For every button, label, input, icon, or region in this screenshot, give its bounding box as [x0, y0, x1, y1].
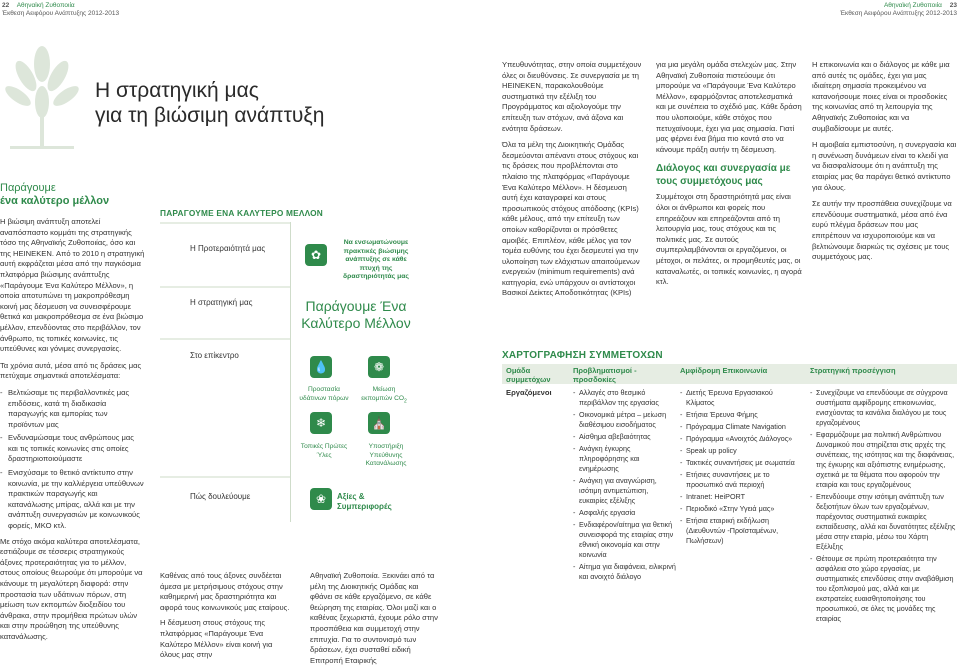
list-item: - Επενδύουμε στην ισότιμη ανάπτυξη των δεξιοτήτων όλων των εργαζομένων, παρέχοντας συστηματικά ευκαιρίες εκπαίδευσης, αλλά και δυνατότητες εξέλιξης μέσα στην εταιρία, μέσω του Χάρτη Εξέλιξης: [810, 492, 957, 552]
list-item: - Ενδιαφέρον/αίτημα για θετική συνεισφορά της εταιρίας στην εθνική οικονομία και στην κοινωνία: [573, 520, 677, 560]
report-title-right: Έκθεση Αειφόρου Ανάπτυξης 2012-2013: [839, 10, 957, 17]
bottom-paragraph-1: Καθένας από τους άξονες συνδέεται άμεσα με μετρήσιμους στόχους στην καθημερινή μας δραστηριότητα και αφορά τους κοινωνικούς μας εταίρους.: [160, 571, 290, 612]
page-number-left: 22: [2, 2, 10, 9]
values-line-2: Συμπεριφορές: [337, 502, 392, 511]
row-label-how: Πώς δουλεύουμε: [190, 492, 251, 501]
title-line-2: για τη βιώσιμη ανάπτυξη: [95, 104, 325, 127]
center-line-1: Παράγουμε Ένα: [305, 298, 407, 314]
results-intro: Τα χρόνια αυτά, μέσα από τις δράσεις μας πετύχαμε σημαντικά αποτελέσματα:: [0, 360, 142, 381]
brand-left: Αθηναϊκή Ζυθοποιία: [16, 2, 75, 9]
dialogue-heading-line-2: τους συμμετόχους μας: [656, 175, 763, 187]
right-page-header: [840, 2, 957, 18]
list-item: - Συνεχίζουμε να επενδύουμε σε σύγχρονα συστήματα αμφίδρομης επικοινωνίας, ενισχύοντας τα κανάλια διαλόγου με τους εργαζομένους: [810, 388, 957, 428]
list-item: - Ενδυναμώσαμε τους ανθρώπους μας και τις τοπικές κοινωνίες στις οποίες δραστηριοποιούμαστε: [0, 433, 145, 465]
table-header-cell: Ομάδα συμμετόχων: [506, 366, 551, 384]
title-line-1: Η στρατηγική μας: [95, 79, 259, 102]
diagram-top-text: Να ενσωματώνουμε πρακτικές βιώσιμης ανάπτυξης σε κάθε πτυχή της δραστηριότητάς μας: [343, 239, 409, 280]
strategy-list: [810, 388, 957, 626]
diagram-heading: ΠΑΡΑΓΟΥΜΕ ΕΝΑ ΚΑΛΥΤΕΡΟ ΜΕΛΛΟΝ: [160, 208, 323, 218]
list-item: - Τακτικές συναντήσεις με σωματεία: [680, 458, 800, 468]
list-item: - Αίσθημα αβεβαιότητας: [573, 432, 677, 442]
list-item: - Διετής Έρευνα Εργασιακού Κλίματος: [680, 388, 800, 408]
right-column-1: [502, 60, 642, 299]
intro-paragraph: Η βιώσιμη ανάπτυξη αποτελεί αναπόσπαστο κομμάτι της στρατηγικής τόσο της Αθηναϊκής Ζυθοποιίας, όσο και της HEINEKEN. Από το 2010 η στρατηγική αυτή εκφράζεται μέσα από την παγκόσμια πλατφόρμα βιώσιμης ανάπτυξης «Παράγουμε Ένα Καλύτερο Μέλλον», η οποία αποτυπώνει τη μακροπρόθεσμη κοινή μας δέσμευση να συνεισφέρουμε θετικά και μακροπρόθεσμα σε ένα βιώσιμο μέλλον, επενδύοντας στο περιβάλλον, τον άνθρωπο, τις τοπικές κοινωνίες, τις υπεύθυνες και γόνιμες συνεργασίες.: [0, 217, 145, 354]
list-item: - Αίτημα για διαφάνεια, ειλικρινή και ανοιχτό διάλογο: [573, 562, 677, 582]
paragraph: Υπευθυνότητας, στην οποία συμμετέχουν όλες οι διευθύνσεις. Σε συνεργασία με τη HEINEKEN, παρακολουθούμε συστηματικά την εξέλιξη του Προγράμματος και αξιολογούμε την επίτευξη των στόχων, ανά άξονα και ενότητα δράσεων.: [502, 60, 642, 133]
table-header-cell: Προβληματισμοί - προσδοκίες: [573, 366, 637, 384]
page-title: [95, 78, 324, 128]
communication-list: [680, 388, 800, 548]
values-line-1: Αξίες &: [337, 492, 365, 501]
diagram-center-title: [297, 298, 415, 332]
dialogue-heading-line-1: Διάλογος και συνεργασία με: [656, 163, 791, 175]
list-item: - Ετήσια Έρευνα Φήμης: [680, 410, 800, 420]
list-item: - Ασφαλής εργασία: [573, 508, 677, 518]
pillar-raw-materials: Τοπικές Πρώτες Ύλες: [300, 443, 348, 459]
table-header-cell: Αμφίδρομη Επικοινωνία: [680, 366, 768, 375]
list-item: - Ετήσια εταιρική εκδήλωση (Διευθυντών -Προϊσταμένων, Πωλήσεων): [680, 516, 800, 546]
pillar-responsible: Υποστήριξη Υπεύθυνης Κατανάλωσης: [365, 443, 407, 467]
list-item: - Ετήσιες συναντήσεις με το προσωπικό ανά περιοχή: [680, 470, 800, 490]
list-item: - Ενισχύσαμε το θετικό αντίκτυπο στην κοινωνία, με την καλλιέργεια υπεύθυνων πρακτικών παραγωγής και κατανάλωσης μπίρας, αλλά και με την ανάπτυξη συνεργασιών με κοινωνικούς φορείς, ΜΚΟ κτλ.: [0, 468, 145, 532]
table-header-cell: Στρατηγική προσέγγιση: [810, 366, 896, 375]
paragraph: Η επικοινωνία και ο διάλογος με κάθε μια από αυτές τις ομάδες, έχει για μας ιδιαίτερη σημασία προκειμένου να κατανοήσουμε ποιες είναι οι προσδοκίες της κοινωνίας από τη λειτουργία της Αθηναϊκής Ζυθοποιίας και να συμβαδίσουμε με αυτές.: [812, 60, 950, 133]
dialogue-heading: [656, 163, 804, 188]
page-number-right: 23: [949, 2, 957, 9]
results-list: [0, 388, 145, 532]
list-item: - Βελτιώσαμε τις περιβαλλοντικές μας επιδόσεις, κατά τη διαδικασία παραγωγής και εμπορίας των προϊόντων μας: [0, 388, 145, 430]
center-line-2: Καλύτερο Μέλλον: [301, 315, 411, 331]
paragraph: Όλα τα μέλη της Διοικητικής Ομάδας δεσμεύονται απέναντι στους στόχους και τις δράσεις που προβλέπονται στο πλαίσιο της πλατφόρμας «Παράγουμε Ένα Καλύτερο Μέλλον». Η δέσμευση αυτή έχει καταγραφεί και στους προσωπικούς στόχους απόδοσης (KPIs) κάθε μέλους, από την επίτευξη των οποίων καθορίζονται οι πρόσθετες αμοιβές. Επιπλέον, κάθε μέλος για τον τομέα ευθύνης του έχει δεσμευτεί για την υλοποίηση των ελάχιστων απαιτούμενων ενεργειών (minimum requirements) ανά κατηγορία, ενώ υπάρχουν οι αντίστοιχοι Βασικοί Δείκτες Αποδοτικότητας (KPIs): [502, 140, 640, 298]
row-label-priority: Η Προτεραιότητά μας: [190, 244, 266, 253]
section-heading: [0, 182, 145, 208]
pillar-co2-subscript: 2: [404, 397, 407, 404]
report-title-left: Έκθεση Αειφόρου Ανάπτυξης 2012-2013: [2, 10, 120, 17]
leaf-co2-icon: ❁: [368, 356, 390, 378]
diagram-bottom-text: [160, 571, 292, 661]
heading-line-1: Παράγουμε: [0, 182, 56, 194]
list-item: - Ανάγκη για αναγνώριση, ισότιμη αντιμετώπιση, ευκαιρίες εξέλιξης: [573, 476, 677, 506]
values-label: [337, 492, 392, 512]
list-item: - Θέτουμε σε πρώτη προτεραιότητα την ασφάλεια στο χώρο εργασίας, με συστηματικές επενδύσεις στην αναβάθμιση του εξοπλισμού μας, αλλά και με εκστρατείες ευαισθητοποίησης του προσωπικού, σε όλες τις μονάδες της εταιρίας: [810, 554, 957, 624]
concerns-list: [573, 388, 677, 584]
bottom-paragraph-2: Η δέσμευση στους στόχους της πλατφόρμας «Παράγουμε Ένα Καλύτερο Μέλλον» είναι κοινή για όλους μας στην: [160, 618, 273, 660]
left-column: [0, 182, 145, 643]
left-page-header: [2, 2, 119, 18]
list-item: - Εφαρμόζουμε μια πολιτική Ανθρώπινου Δυναμικού που στηρίζεται στις αρχές της συνέπειας, της ισότητας και της διαφάνειας, της έγκυρης και αξιόπιστης ενημέρωσης, σχετικά με τα θέματα που αφορούν την εταιρία και τους εργαζομένους: [810, 430, 957, 490]
list-item: - Πρόγραμμα «Ανοιχτός Διάλογος»: [680, 434, 800, 444]
row-label-strategy: Η στρατηγική μας: [190, 298, 253, 307]
divider: [160, 222, 290, 224]
glass-icon: ⛪: [368, 412, 390, 434]
focus-paragraph: Με στόχο ακόμα καλύτερα αποτελέσματα, εστιάζουμε σε τέσσερις στρατηγικούς άξονες προτεραιότητας για το μέλλον, στους οποίους θεωρούμε ότι μπορούμε να κάνουμε τη μεγαλύτερη διαφορά: στην προστασία των υδάτινων πόρων, στη μείωση των εκπομπών διοξειδίου του άνθρακα, στην προμήθεια πρώτων υλών και στην προώθηση της υπεύθυνης κατανάλωσης.: [0, 536, 143, 641]
pillar-water: Προστασία υδάτινων πόρων: [299, 386, 349, 402]
list-item: - Intranet: HeiPORT: [680, 492, 800, 502]
table-group-cell: Εργαζόμενοι: [506, 388, 552, 397]
leaf-logo-icon: [6, 42, 78, 152]
stakeholder-table-title: ΧΑΡΤΟΓΡΑΦΗΣΗ ΣΥΜΜΕΤΟΧΩΝ: [502, 350, 663, 361]
pillar-co2: [358, 386, 410, 405]
brand-right: Αθηναϊκή Ζυθοποιία: [883, 2, 942, 9]
strategy-diagram: [160, 208, 410, 218]
paragraph: Συμμέτοχοι στη δραστηριότητά μας είναι όλοι οι άνθρωποι και φορείς που επηρεάζουν και επηρεάζονται από τη λειτουργία μας, τους στόχους και τις πολιτικές μας. Σε αυτούς συμπεριλαμβάνονται οι εργαζόμενοι, οι μέτοχοι, οι πελάτες, οι προμηθευτές μας, οι καταναλωτές, οι τοπικές κοινωνίες, η αγορά κτλ.: [656, 192, 802, 287]
paragraph: για μια μεγάλη ομάδα στελεχών μας. Στην Αθηναϊκή Ζυθοποιία πιστεύουμε ότι μπορούμε να «Παράγουμε Ένα Καλύτερο Μέλλον», εφαρμόζοντας αποτελεσματικά και με συνέπεια το σχέδιό μας. Κάθε δράση που υλοποιούμε, κάθε στόχος που πετυχαίνουμε, έχει για μας σημασία. Γιατί μας φέρνει ένα βήμα πιο κοντά στο να κάνουμε πράξη αυτήν τη δέσμευση.: [656, 60, 802, 154]
right-column-3: [812, 60, 957, 263]
list-item: - Speak up policy: [680, 446, 800, 456]
list-item: - Περιοδικό «Στην Υγειά μας»: [680, 504, 800, 514]
list-item: - Αλλαγές στο θεσμικό περιβάλλον της εργασίας: [573, 388, 677, 408]
diagram-bottom-text-2: Αθηναϊκή Ζυθοποιία. Ξεκινάει από τα μέλη της Διοικητικής Ομάδας και φθάνει σε κάθε εργαζόμενο, σε κάθε θεώρηση της εταιρίας. Όλοι μαζί και ο καθένας ξεχωριστά, έχουμε ρόλο στην προσπάθεια και συμμετοχή στην επιτυχία. Για το συντονισμό των δράσεων, έχει συσταθεί ειδική Επιτροπή Εταιρικής: [310, 571, 438, 665]
leaf-icon: ✿: [305, 244, 327, 266]
divider: [160, 476, 290, 478]
heading-line-2: ένα καλύτερο μέλλον: [0, 195, 110, 207]
values-icon: ❀: [310, 488, 332, 510]
list-item: - Ανάγκη έγκυρης πληροφόρησης και ενημέρωσης: [573, 444, 677, 474]
divider: [160, 338, 290, 340]
right-column-2: [656, 60, 804, 288]
row-label-focus: Στο επίκεντρο: [190, 351, 239, 360]
list-item: - Οικονομικά μέτρα – μείωση διαθέσιμου εισοδήματος: [573, 410, 677, 430]
paragraph: Η αμοιβαία εμπιστοσύνη, η συνεργασία και η συνένωση δυνάμεων είναι το κλειδί για να διασφαλίσουμε ότι η ανάπτυξη της εταιρίας μας θα παράγει θετικό αντίκτυπο για όλους.: [812, 140, 957, 192]
pillar-co2-label: Μείωση εκπομπών CO: [361, 386, 404, 402]
water-drop-icon: 💧: [310, 356, 332, 378]
paragraph: Σε αυτήν την προσπάθεια συνεχίζουμε να επενδύουμε συστηματικά, μέσα από ένα ευρύ πλέγμα δράσεων που μας επιτρέπουν να ισχυροποιούμε και να βελτιώνουμε διαρκώς τις σχέσεις με τους συμμετόχους μας.: [812, 199, 952, 262]
divider: [160, 286, 290, 288]
list-item: - Πρόγραμμα Climate Navigation: [680, 422, 800, 432]
hops-icon: ❄: [310, 412, 332, 434]
